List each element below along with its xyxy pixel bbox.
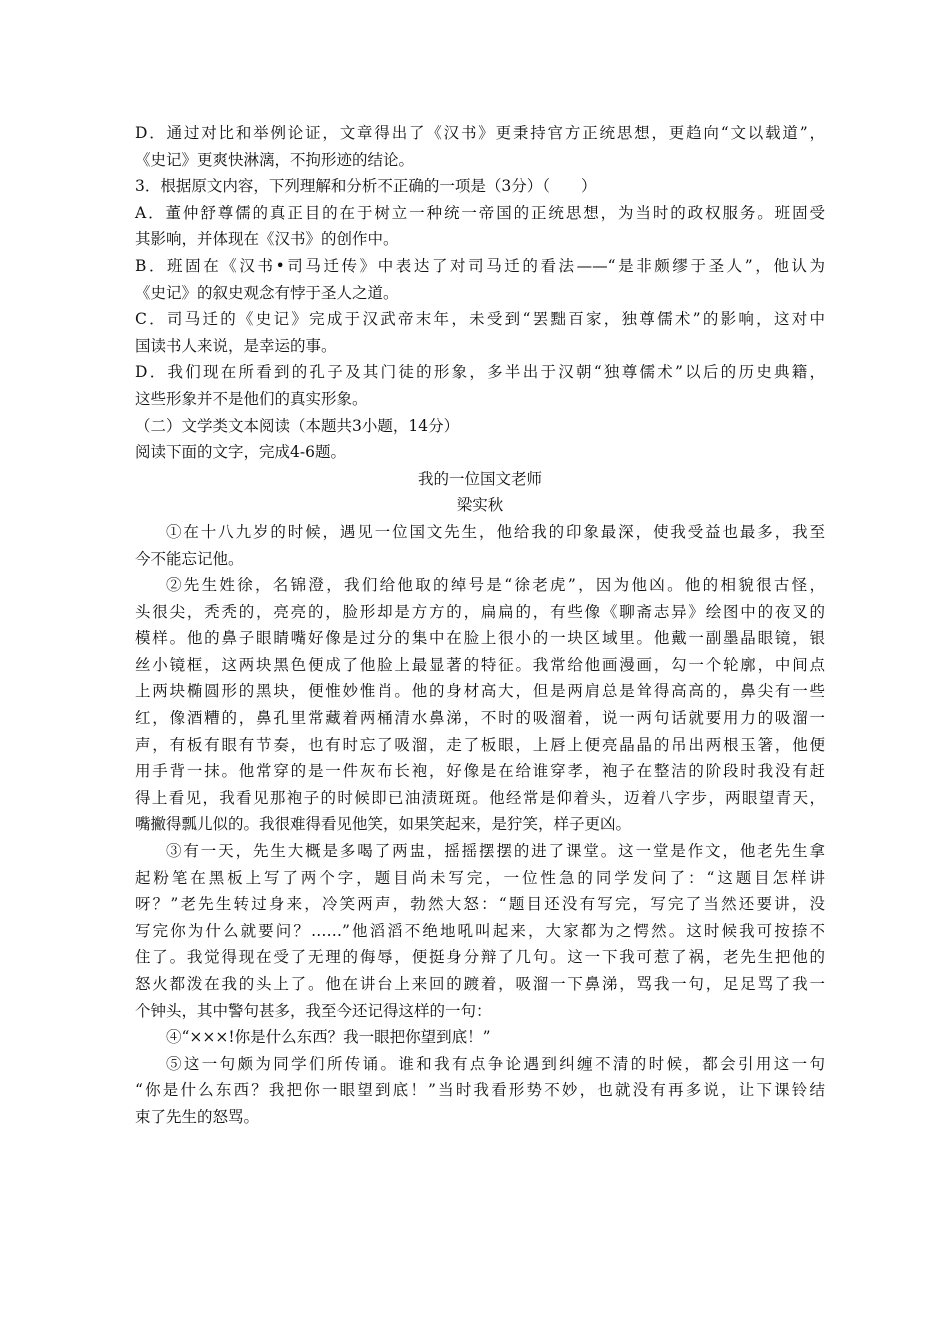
text-line: 《史记》更爽快淋漓，不拘形迹的结论。 [135, 150, 415, 169]
text-line: 束了先生的怒骂。 [135, 1107, 260, 1126]
q2-option-d [135, 120, 825, 173]
text-line: A．董仲舒尊儒的真正目的在于树立一种统一帝国的正统思想，为当时的政权服务。班固受 [135, 203, 825, 222]
paragraph-2 [135, 572, 825, 838]
text-line: 住了。我觉得现在受了无理的侮辱，便挺身分辩了几句。这一下我可惹了祸，老先生把他的 [135, 948, 825, 967]
text-line: C．司马迁的《史记》完成于汉武帝末年，未受到“罢黜百家，独尊儒术”的影响，这对中 [135, 310, 825, 329]
text-line: B．班固在《汉书•司马迁传》中表达了对司马迁的看法——“是非颇缪于圣人”，他认为 [135, 256, 825, 275]
text-line: 国读书人来说，是幸运的事。 [135, 336, 337, 355]
q3-option-b [135, 253, 825, 306]
page-content [135, 120, 825, 1131]
text-line: 其影响，并体现在《汉书》的创作中。 [135, 230, 399, 249]
q3-option-c [135, 306, 825, 359]
text-line: 得上看见，我看见那袍子的时候即已油渍斑斑。他经常是仰着头，迈着八字步，两眼望青天， [135, 788, 825, 807]
question-stem: 3．根据原文内容，下列理解和分析不正确的一项是（3分）（ ） [135, 177, 597, 196]
text-line: 起粉笔在黑板上写了两个字，题目尚未写完，一位性急的同学发问了：“这题目怎样讲 [135, 868, 825, 887]
text-line: 写完你为什么就要问？……”他滔滔不绝地吼叫起来，大家都为之愕然。这时候我可按捺不 [135, 921, 825, 940]
text-line: 上两块椭圆形的黑块，便惟妙惟肖。他的身材高大，但是两肩总是耸得高高的，鼻尖有一些 [135, 682, 825, 701]
paragraph-3 [135, 838, 825, 1024]
text-line: 模样。他的鼻子眼睛嘴好像是过分的集中在脸上很小的一块区域里。他戴一副墨晶眼镜，银 [135, 629, 825, 648]
text-line: 用手背一抹。他常穿的是一件灰布长袍，好像是在给谁穿孝，袍子在整洁的阶段时我没有赶 [135, 762, 825, 781]
text-line: 丝小镜框，这两块黑色便成了他脸上最显著的特征。我常给他画漫画，勾一个轮廓，中间点 [135, 655, 825, 674]
text-line: 呀？”老先生转过身来，冷笑两声，勃然大怒：“题目还没有写完，写完了当然还要讲，没 [135, 895, 825, 914]
text-line: D．我们现在所看到的孔子及其门徒的形象，多半出于汉朝“独尊儒术”以后的历史典籍， [135, 363, 825, 382]
text-line: 个钟头，其中警句甚多，我至今还记得这样的一句： [135, 1001, 492, 1020]
text-line: 《史记》的叙史观念有悖于圣人之道。 [135, 283, 399, 302]
section-instruction: 阅读下面的文字，完成4-6题。 [135, 443, 346, 462]
article-author: 梁实秋 [456, 496, 504, 515]
paragraph-1 [135, 519, 825, 572]
text-line: 怒火都泼在我的头上了。他在讲台上来回的踱着，吸溜一下鼻涕，骂我一句，足足骂了我一 [135, 975, 825, 993]
section-heading: （二）文学类文本阅读（本题共3小题，14分） [135, 416, 460, 435]
text-line: 红，像酒糟的，鼻孔里常藏着两桶清水鼻涕，不时的吸溜着，说一两句话就要用力的吸溜一 [135, 709, 825, 728]
text-line: ②先生姓徐，名锦澄，我们给他取的绰号是“徐老虎”，因为他凶。他的相貌很古怪， [166, 576, 825, 595]
text-line: “你是什么东西？我把你一眼望到底！”当时我看形势不妙，也就没有再多说，让下课铃结 [135, 1081, 825, 1100]
q3-option-a [135, 200, 825, 253]
text-line: D．通过对比和举例论证，文章得出了《汉书》更秉持官方正统思想，更趋向“文以载道”， [135, 124, 825, 142]
text-line: 今不能忘记他。 [135, 549, 244, 568]
q3-option-d [135, 359, 825, 412]
paragraph-5 [135, 1051, 825, 1131]
article-title: 我的一位国文老师 [417, 469, 542, 488]
text-line: 这些形象并不是他们的真实形象。 [135, 389, 368, 408]
paragraph-4: ④“×××!你是什么东西？我一眼把你望到底！” [166, 1028, 491, 1047]
text-line: 声，有板有眼有节奏，也有时忘了吸溜，走了板眼，上唇上便亮晶晶的吊出两根玉箸，他便 [135, 735, 825, 754]
text-line: ③有一天，先生大概是多喝了两盅，摇摇摆摆的进了课堂。这一堂是作文，他老先生拿 [166, 842, 825, 861]
text-line: ⑤这一句颇为同学们所传诵。谁和我有点争论遇到纠缠不清的时候，都会引用这一句 [166, 1054, 825, 1073]
question-3 [135, 173, 825, 412]
text-line: 头很尖，秃秃的，亮亮的，脸形却是方方的，扁扁的，有些像《聊斋志异》绘图中的夜叉的 [135, 602, 825, 621]
text-line: ①在十八九岁的时候，遇见一位国文先生，他给我的印象最深，使我受益也最多，我至 [166, 522, 825, 541]
text-line: 嘴撇得瓢儿似的。我很难得看见他笑，如果笑起来，是狞笑，样子更凶。 [135, 815, 632, 834]
